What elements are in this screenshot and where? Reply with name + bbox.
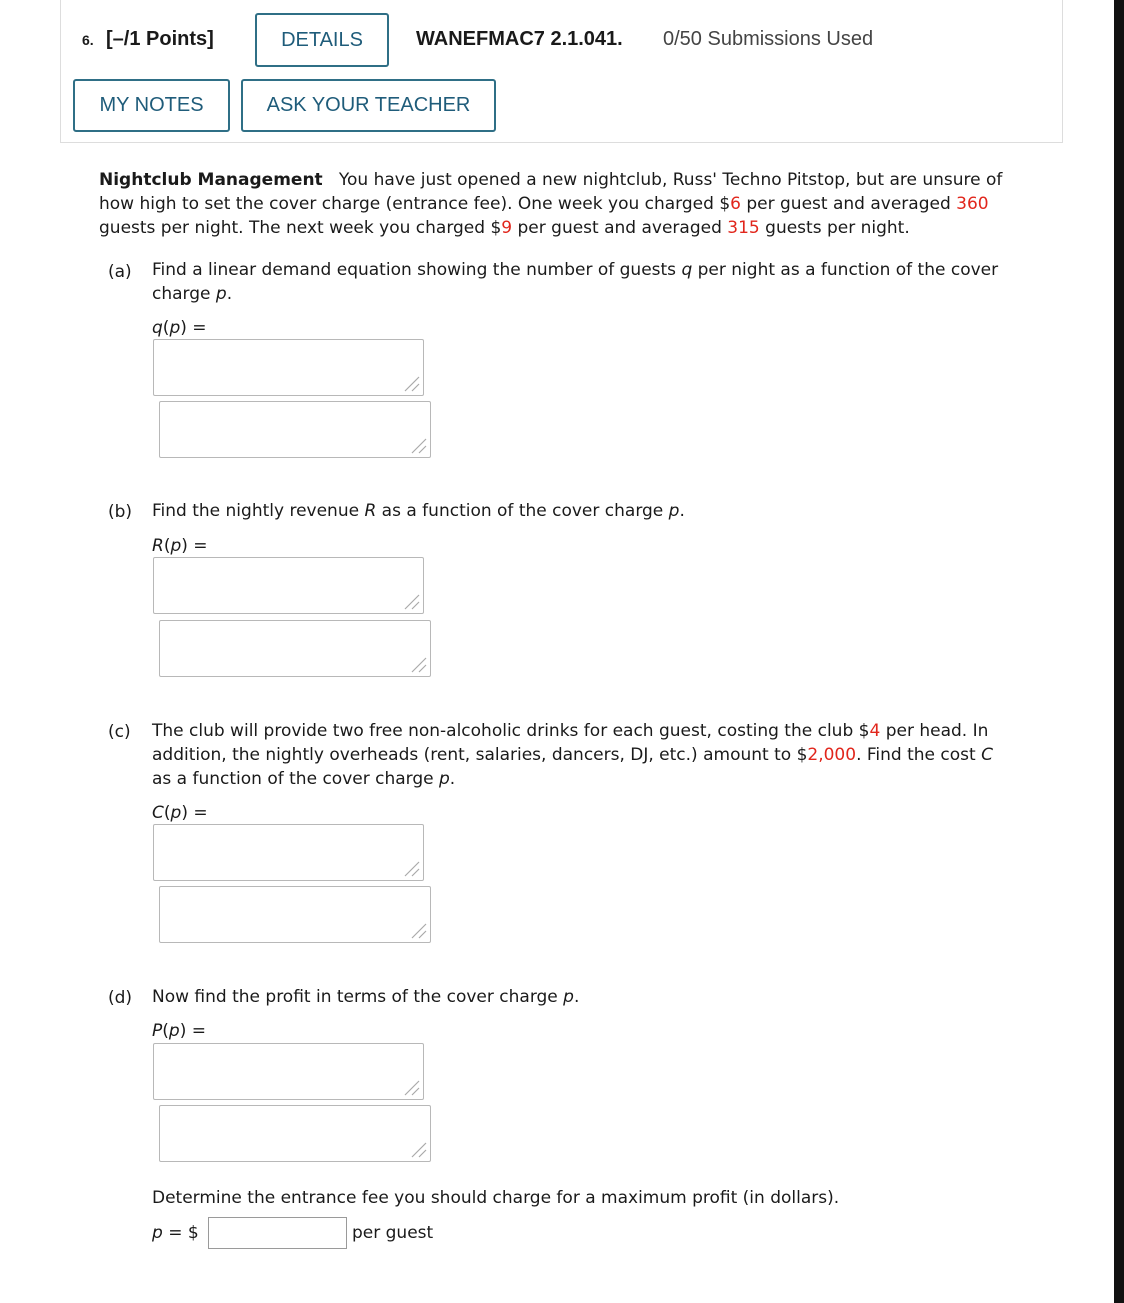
part-c-tag: (c) xyxy=(108,722,131,742)
resize-grip-icon[interactable] xyxy=(401,591,421,611)
part-b-text-b: as a function of the cover charge xyxy=(376,501,669,521)
part-a-text-2a: charge xyxy=(152,284,216,304)
part-a-answer-input-2[interactable] xyxy=(159,401,431,458)
resize-grip-icon[interactable] xyxy=(401,373,421,393)
part-b-line-1 xyxy=(152,499,685,523)
part-c-function-label xyxy=(152,801,208,825)
part-b-answer-input[interactable] xyxy=(153,557,424,614)
part-c-answer-input[interactable] xyxy=(153,824,424,881)
part-c-text-1a: The club will provide two free non-alcoholic drinks for each guest, costing the club $ xyxy=(152,721,870,741)
part-a-line-1 xyxy=(152,258,998,282)
fn-close: ) = xyxy=(180,318,207,338)
resize-grip-icon[interactable] xyxy=(401,1077,421,1097)
intro-text-3c: guests per night. xyxy=(759,218,910,238)
resize-grip-icon[interactable] xyxy=(408,654,428,674)
intro-line-2 xyxy=(99,192,989,216)
overhead-cost: 2,000 xyxy=(807,745,857,765)
var-p: p xyxy=(215,284,227,304)
part-a-line-2 xyxy=(152,282,232,306)
resize-grip-icon[interactable] xyxy=(408,435,428,455)
part-d-tag: (d) xyxy=(108,988,133,1008)
guests-2: 315 xyxy=(727,218,760,238)
part-b-answer-input-2[interactable] xyxy=(159,620,431,677)
part-d-text-b: . xyxy=(573,987,580,1007)
p-eq: = $ xyxy=(162,1223,199,1243)
part-c-line-1 xyxy=(152,719,988,743)
p-equals-label xyxy=(152,1221,199,1245)
points-label: [–/1 Points] xyxy=(106,28,214,50)
part-c-line-3 xyxy=(152,767,455,791)
part-a-text-2b: . xyxy=(226,284,233,304)
var-p: p xyxy=(668,501,680,521)
entrance-fee-input[interactable] xyxy=(208,1217,347,1249)
fn-arg: p xyxy=(170,536,182,556)
part-d-answer-input[interactable] xyxy=(153,1043,424,1100)
var-c: C xyxy=(981,745,993,765)
fn-open: ( xyxy=(163,803,171,823)
part-a-function-label xyxy=(152,316,207,340)
fn-arg: p xyxy=(170,803,182,823)
part-d-text-a: Now find the profit in terms of the cover charge xyxy=(152,987,564,1007)
part-c-line-2 xyxy=(152,743,993,767)
resize-grip-icon[interactable] xyxy=(401,858,421,878)
part-d-function-label xyxy=(152,1019,206,1043)
fn-close: ) = xyxy=(179,1021,206,1041)
part-a-tag: (a) xyxy=(108,262,132,282)
part-c-text-3b: . xyxy=(449,769,456,789)
part-d-answer-input-2[interactable] xyxy=(159,1105,431,1162)
fn-open: ( xyxy=(163,536,171,556)
resize-grip-icon[interactable] xyxy=(408,1139,428,1159)
fn-open: ( xyxy=(162,1021,169,1041)
var-q: q xyxy=(681,260,693,280)
max-profit-prompt: Determine the entrance fee you should charge for a maximum profit (in dollars). xyxy=(152,1188,840,1208)
intro-line-1 xyxy=(99,168,1002,192)
fn-name: R xyxy=(152,536,164,556)
part-b-tag: (b) xyxy=(108,502,133,522)
var-p: p xyxy=(563,987,574,1007)
problem-code: WANEFMAC7 2.1.041. xyxy=(416,28,623,50)
fn-close: ) = xyxy=(181,536,208,556)
intro-text-2a: how high to set the cover charge (entrance fee). One week you charged $ xyxy=(99,194,731,214)
resize-grip-icon[interactable] xyxy=(408,920,428,940)
intro-text-1: You have just opened a new nightclub, Russ' Techno Pitstop, but are unsure of xyxy=(338,170,1003,190)
var-p: p xyxy=(438,769,450,789)
ask-teacher-button[interactable]: ASK YOUR TEACHER xyxy=(241,79,496,132)
part-b-function-label xyxy=(152,534,208,558)
price-1: 6 xyxy=(730,194,741,214)
part-d-line-1 xyxy=(152,985,579,1009)
fn-open: ( xyxy=(162,318,170,338)
var-p: p xyxy=(152,1223,163,1243)
price-2: 9 xyxy=(501,218,513,238)
part-c-text-3a: as a function of the cover charge xyxy=(152,769,439,789)
drink-cost: 4 xyxy=(869,721,881,741)
part-c-text-1b: per head. In xyxy=(880,721,989,741)
intro-text-2b: per guest and averaged xyxy=(740,194,957,214)
fn-name: P xyxy=(152,1021,163,1041)
problem-title: Nightclub Management xyxy=(99,170,323,190)
guests-1: 360 xyxy=(956,194,989,214)
question-number: 6. xyxy=(82,32,94,48)
my-notes-button[interactable]: MY NOTES xyxy=(73,79,230,132)
fn-arg: p xyxy=(168,1021,180,1041)
fn-close: ) = xyxy=(181,803,208,823)
intro-text-3b: per guest and averaged xyxy=(512,218,728,238)
part-b-text-a: Find the nightly revenue xyxy=(152,501,365,521)
part-b-text-c: . xyxy=(679,501,685,521)
submissions-count: 0/50 Submissions Used xyxy=(663,28,874,50)
fn-name: C xyxy=(152,803,164,823)
intro-line-3 xyxy=(99,216,910,240)
details-button[interactable]: DETAILS xyxy=(255,13,389,67)
part-c-text-2b: . Find the cost xyxy=(856,745,982,765)
window-edge xyxy=(1114,0,1124,1303)
per-guest-label: per guest xyxy=(352,1223,434,1243)
var-r: R xyxy=(364,501,377,521)
part-a-text-1b: per night as a function of the cover xyxy=(692,260,999,280)
part-a-answer-input[interactable] xyxy=(153,339,424,396)
fn-name: q xyxy=(152,318,163,338)
fn-arg: p xyxy=(169,318,181,338)
intro-text-3a: guests per night. The next week you charged $ xyxy=(99,218,502,238)
part-c-answer-input-2[interactable] xyxy=(159,886,431,943)
part-c-text-2a: addition, the nightly overheads (rent, salaries, dancers, DJ, etc.) amount to $ xyxy=(152,745,808,765)
part-a-text-1a: Find a linear demand equation showing the number of guests xyxy=(152,260,682,280)
